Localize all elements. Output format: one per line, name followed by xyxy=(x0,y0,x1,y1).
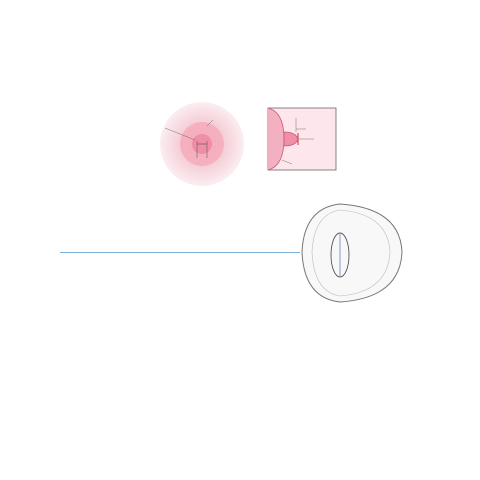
cross-section-diagram xyxy=(262,102,362,182)
breast-shield-illustration xyxy=(296,200,408,306)
table-divider xyxy=(60,252,300,253)
breast-diagram xyxy=(145,96,250,188)
